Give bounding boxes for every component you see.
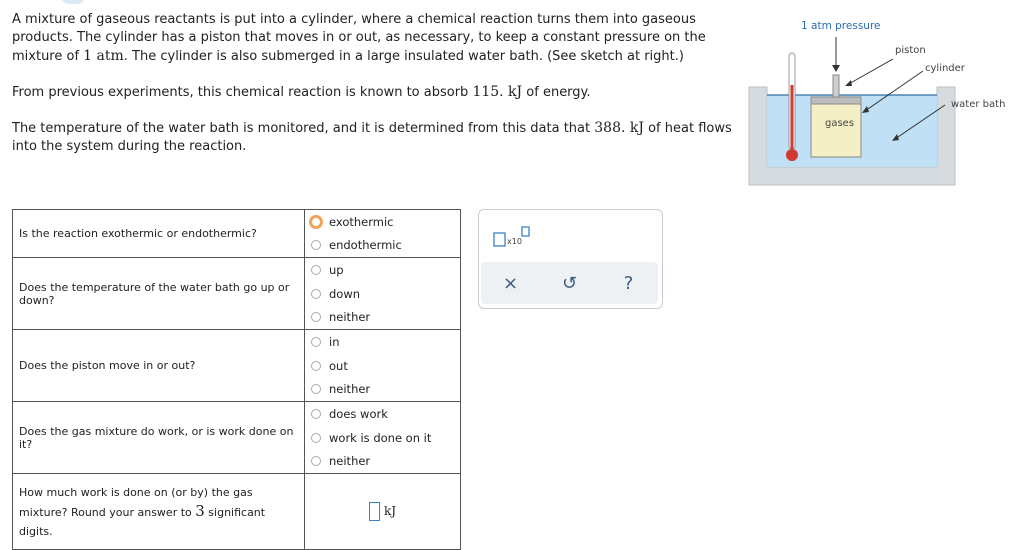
- undo-icon: ↺: [561, 272, 578, 294]
- radio-button[interactable]: [311, 433, 321, 443]
- radio-button[interactable]: [311, 337, 321, 347]
- radio-button[interactable]: [311, 409, 321, 419]
- question-table: [12, 209, 461, 550]
- answer-options: [305, 330, 460, 401]
- question-text: How much work is done on (or by) the gas mixture? Round your answer to 3 significant digits.: [13, 474, 305, 549]
- option-work-done-on-it[interactable]: work is done on it: [311, 426, 460, 450]
- radio-button[interactable]: [311, 361, 321, 371]
- undo-button[interactable]: [555, 268, 585, 298]
- gases-label: gases: [825, 118, 855, 129]
- answer-options: [305, 258, 460, 329]
- help-button[interactable]: [614, 268, 644, 298]
- option-in[interactable]: in: [311, 330, 460, 354]
- option-down[interactable]: down: [311, 282, 460, 306]
- top-tab-indicator: [60, 0, 86, 4]
- math-tool-panel: [478, 209, 663, 309]
- question-text: Does the gas mixture do work, or is work done on it?: [13, 402, 305, 473]
- clear-button[interactable]: [496, 268, 526, 298]
- radio-button[interactable]: [311, 289, 321, 299]
- cylinder-label: cylinder: [925, 63, 965, 74]
- close-icon: ×: [502, 272, 519, 294]
- piston-label: piston: [895, 45, 926, 56]
- option-neither[interactable]: neither: [311, 305, 460, 329]
- radio-button[interactable]: [311, 456, 321, 466]
- problem-paragraph-3: The temperature of the water bath is monitored, and it is determined from this data that 388. kJ of heat flows into the system during the reaction.: [12, 120, 732, 154]
- work-answer-field[interactable]: [369, 502, 396, 521]
- question-text: Does the piston move in or out?: [13, 330, 305, 401]
- question-row-temperature: [13, 258, 460, 330]
- unit-label: kJ: [383, 504, 397, 518]
- help-icon: ?: [623, 272, 634, 294]
- option-does-work[interactable]: does work: [311, 402, 460, 426]
- question-row-work-amount: [13, 474, 460, 549]
- question-row-piston: [13, 330, 460, 402]
- option-up[interactable]: up: [311, 258, 460, 282]
- pressure-label: 1 atm pressure: [801, 20, 881, 32]
- water-bath-label: water bath: [951, 99, 1006, 110]
- problem-paragraph-2: From previous experiments, this chemical reaction is known to absorb 115. kJ of energy.: [12, 84, 591, 100]
- apparatus-sketch: [745, 15, 1015, 190]
- radio-button[interactable]: [309, 215, 323, 229]
- answer-options: [305, 402, 460, 473]
- question-text: Does the temperature of the water bath go up or down?: [13, 258, 305, 329]
- scientific-notation-button[interactable]: x10: [493, 224, 533, 250]
- answer-input[interactable]: [369, 502, 380, 521]
- option-out[interactable]: out: [311, 354, 460, 378]
- problem-paragraph-1: A mixture of gaseous reactants is put into a cylinder, where a chemical reaction turns them into gaseous products. The cylinder has a piston that moves in or out, as necessary, to keep a constant pressure on the mixture of 1 atm. The cylinder is also submerged in a large insulated water bath. (See sketch at right.): [12, 12, 706, 64]
- radio-button[interactable]: [311, 240, 321, 250]
- question-text: Is the reaction exothermic or endothermic?: [13, 210, 305, 257]
- radio-button[interactable]: [311, 312, 321, 322]
- question-row-work: [13, 402, 460, 474]
- tool-buttons: [481, 262, 658, 304]
- option-exothermic[interactable]: exothermic: [311, 210, 460, 234]
- answer-input-area: [305, 474, 460, 549]
- radio-button[interactable]: [311, 384, 321, 394]
- option-endothermic[interactable]: endothermic: [311, 234, 460, 258]
- answer-options: [305, 210, 460, 257]
- question-row-exo-endo: [13, 210, 460, 258]
- option-neither[interactable]: neither: [311, 377, 460, 401]
- option-neither[interactable]: neither: [311, 449, 460, 473]
- radio-button[interactable]: [311, 265, 321, 275]
